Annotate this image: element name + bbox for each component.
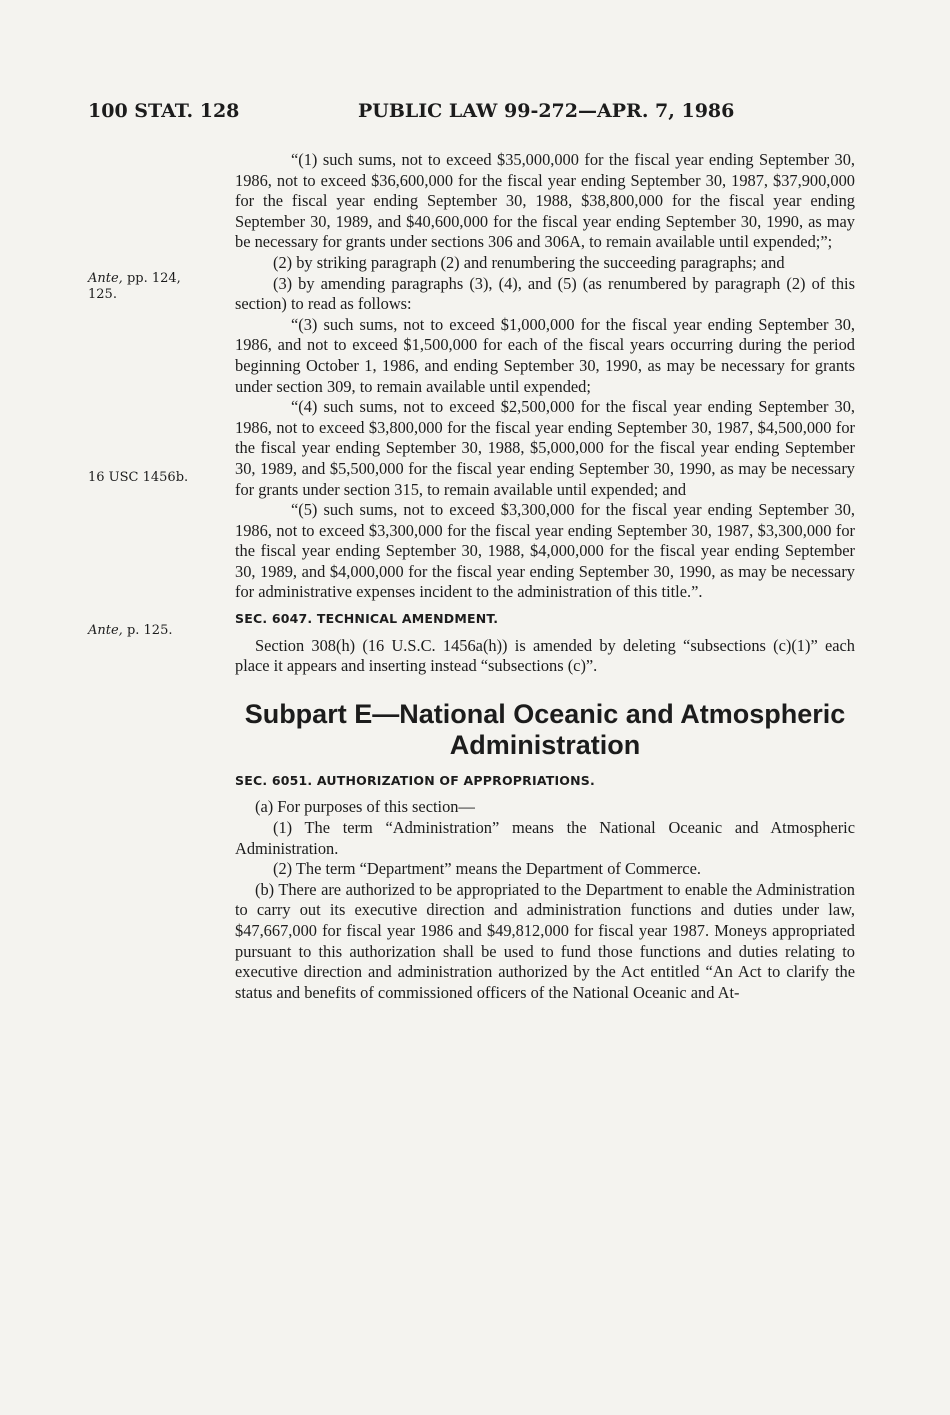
margin-note-usc-1456b: 16 USC 1456b.	[88, 470, 189, 485]
subsection-b: (b) There are authorized to be appropriated to the Department to enable the Administration to carry out its executive direction and administration functions and duties under law, $47,667,000 for fiscal year 1986 and $49,812,000 for fiscal year 1987. Moneys appropriated pursuant to this authorization shall be used to fund those functions and duties relating to executive direction and administration authorized by the Act entitled “An Act to clarify the status and benefits of commissioned officers of the National Oceanic and At-	[235, 879, 855, 1002]
margin-note-pages-cont: 125.	[88, 287, 117, 302]
main-text-column	[235, 150, 855, 1003]
margin-note-ante-125	[88, 623, 218, 639]
page-header	[88, 100, 858, 128]
paragraph-4: “(3) such sums, not to exceed $1,000,000 for the fiscal year ending September 30, 1986, and not to exceed $1,500,000 for each of the fiscal years occurring during the period beginning October 1, 1986, and ending September 30, 1990, as may be necessary for grants under section 309, to remain available until expended;	[235, 314, 855, 396]
section-6047-heading: SEC. 6047. TECHNICAL AMENDMENT.	[235, 611, 499, 627]
section-6047-body: Section 308(h) (16 U.S.C. 1456a(h)) is amended by deleting “subsections (c)(1)” each place it appears and inserting instead “subsections (c)”.	[235, 635, 855, 676]
paragraph-2: (2) by striking paragraph (2) and renumbering the succeeding paragraphs; and	[273, 252, 785, 272]
stat-page-number: 100 STAT. 128	[88, 100, 240, 122]
subsection-a-2: (2) The term “Department” means the Department of Commerce.	[273, 859, 701, 879]
margin-note-page-125: p. 125.	[122, 623, 173, 638]
margin-note-ante-italic: Ante,	[88, 271, 123, 286]
public-law-title: PUBLIC LAW 99-272—APR. 7, 1986	[358, 100, 735, 122]
paragraph-1: “(1) such sums, not to exceed $35,000,000 for the fiscal year ending September 30, 1986, not to exceed $36,600,000 for the fiscal year ending September 30, 1987, $37,900,000 for the fiscal year ending September 30, 1988, $38,800,000 for the fiscal year ending September 30, 1989, and $40,600,000 for the fiscal year ending September 30, 1990, as may be necessary for grants under sections 306 and 306A, to remain available until expended;”;	[235, 150, 855, 252]
paragraph-5: “(4) such sums, not to exceed $2,500,000 for the fiscal year ending September 30, 1986, not to exceed $3,800,000 for the fiscal year ending September 30, 1987, $4,500,000 for the fiscal year ending September 30, 1988, $5,000,000 for the fiscal year ending September 30, 1989, and $5,500,000 for the fiscal year ending September 30, 1990, as may be necessary for grants under section 315, to remain available until expended; and	[235, 397, 855, 499]
subpart-e-title: Subpart E—National Oceanic and Atmospheric Administration	[244, 698, 846, 760]
subsection-a-1: (1) The term “Administration” means the National Oceanic and Atmospheric Administration.	[235, 818, 855, 858]
margin-note-ante-italic-2: Ante,	[88, 623, 123, 638]
paragraph-6: “(5) such sums, not to exceed $3,300,000 for the fiscal year ending September 30, 1986, not to exceed $3,300,000 for the fiscal year ending September 30, 1987, $3,300,000 for the fiscal year ending September 30, 1988, $4,000,000 for the fiscal year ending September 30, 1989, and $4,000,000 for the fiscal year ending September 30, 1990, as may be necessary for administrative expenses incident to the administration of this title.”.	[235, 500, 855, 602]
margin-note-pages: pp. 124,	[122, 271, 181, 286]
paragraph-3: (3) by amending paragraphs (3), (4), and (5) (as renumbered by paragraph (2) of this section) to read as follows:	[235, 273, 855, 314]
margin-note-ante-124	[88, 271, 218, 303]
subsection-a-intro: (a) For purposes of this section—	[255, 797, 475, 817]
section-6051-heading: SEC. 6051. AUTHORIZATION OF APPROPRIATIONS.	[235, 772, 595, 788]
